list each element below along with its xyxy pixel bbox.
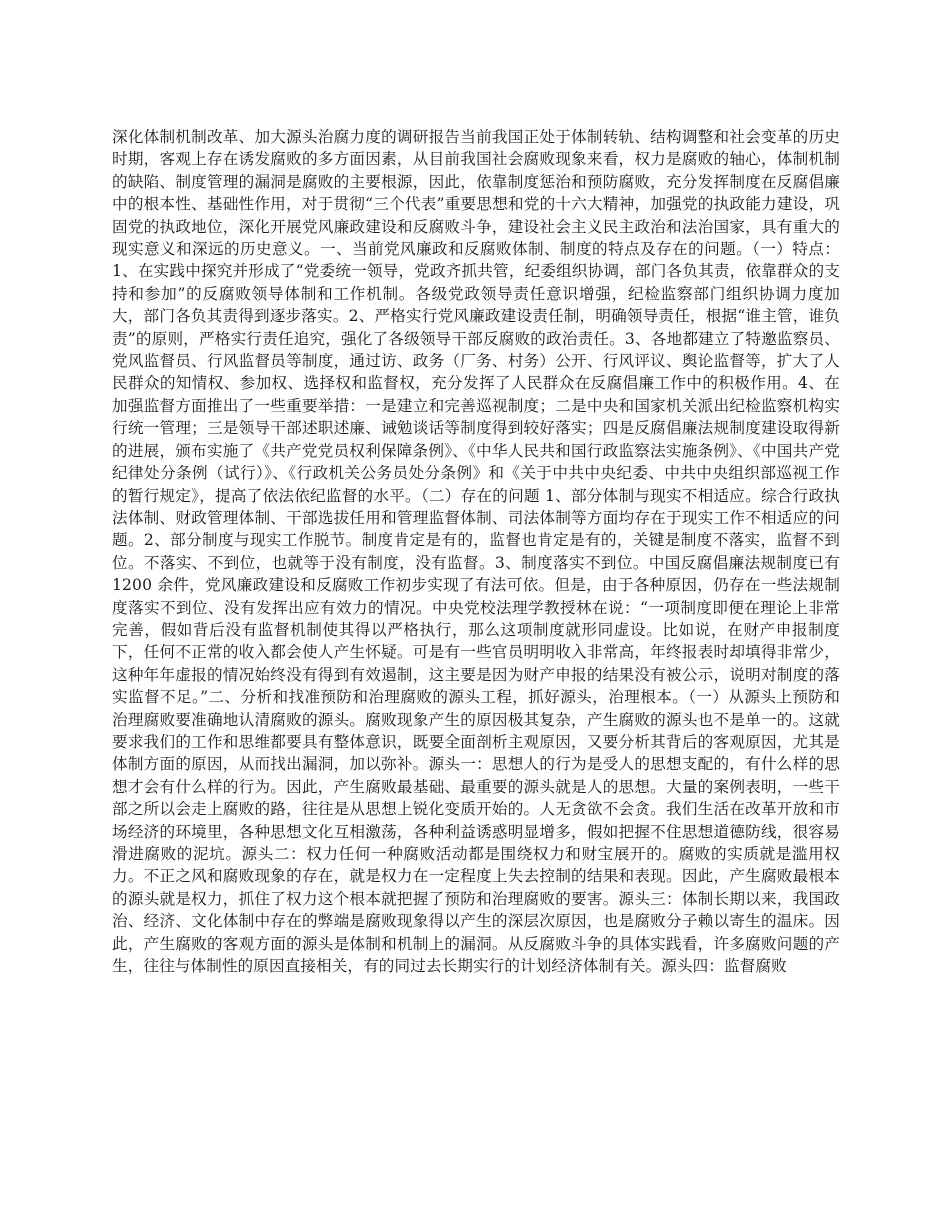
body-paragraph: 深化体制机制改革、加大源头治腐力度的调研报告当前我国正处于体制转轨、结构调整和社会变革的历史时期，客观上存在诱发腐败的多方面因素，从目前我国社会腐败现象来看，权力是腐败的轴心，体制机制的缺陷、制度管理的漏洞是腐败的主要根源，因此，依靠制度惩治和预防腐败，充分发挥制度在反腐倡廉中的根本性、基础性作用，对于贯彻“三个代表”重要思想和党的十六大精神，加强党的执政能力建设，巩固党的执政地位，深化开展党风廉政建设和反腐败斗争，建设社会主义民主政治和法治国家，具有重大的现实意义和深远的历史意义。一、当前党风廉政和反腐败体制、制度的特点及存在的问题。（一）特点：1、在实践中探究并形成了“党委统一领导，党政齐抓共管，纪委组织协调，部门各负其责，依靠群众的支持和参加”的反腐败领导体制和工作机制。各级党政领导责任意识增强，纪检监察部门组织协调力度加大，部门各负其责得到逐步落实。2、严格实行党风廉政建设责任制，明确领导责任，根据“谁主管，谁负责”的原则，严格实行责任追究，强化了各级领导干部反腐败的政治责任。3、各地都建立了特邀监察员、党风监督员、行风监督员等制度，通过访、政务（厂务、村务）公开、行风评议、舆论监督等，扩大了人民群众的知情权、参加权、选择权和监督权，充分发挥了人民群众在反腐倡廉工作中的积极作用。4、在加强监督方面推出了一些重要举措：一是建立和完善巡视制度；二是中央和国家机关派出纪检监察机构实行统一管理；三是领导干部述职述廉、诫勉谈话等制度得到较好落实；四是反腐倡廉法规制度建设取得新的进展，颁布实施了《共产党党员权利保障条例》、《中华人民共和国行政监察法实施条例》、《中国共产党纪律处分条例（试行）》、《行政机关公务员处分条例》和《关于中共中央纪委、中共中央组织部巡视工作的暂行规定》，提高了依法依纪监督的水平。（二）存在的问题 1、部分体制与现实不相适应。综合行政执法体制、财政管理体制、干部选拔任用和管理监督体制、司法体制等方面均存在于现实工作不相适应的问题。2、部分制度与现实工作脱节。制度肯定是有的，监督也肯定是有的，关键是制度不落实，监督不到位。不落实、不到位，也就等于没有制度，没有监督。3、制度落实不到位。中国反腐倡廉法规制度已有 1200 余件，党风廉政建设和反腐败工作初步实现了有法可依。但是，由于各种原因，仍存在一些法规制度落实不到位、没有发挥出应有效力的情况。中央党校法理学教授林在说：“一项制度即便在理论上非常完善，假如背后没有监督机制使其得以严格执行，那么这项制度就形同虚设。比如说，在财产申报制度下，任何不正常的收入都会使人产生怀疑。可是有一些官员明明收入非常高，年终报表时却填得非常少，这种年年虚报的情况始终没有得到有效遏制，这主要是因为财产申报的结果没有被公示，说明对制度的落实监督不足。”二、分析和找准预防和治理腐败的源头工程，抓好源头，治理根本。（一）从源头上预防和治理腐败要准确地认清腐败的源头。腐败现象产生的原因极其复杂，产生腐败的源头也不是单一的。这就要求我们的工作和思维都要具有整体意识，既要全面剖析主观原因，又要分析其背后的客观原因，尤其是体制方面的原因，从而找出漏洞，加以弥补。源头一：思想人的行为是受人的思想支配的，有什么样的思想才会有什么样的行为。因此，产生腐败最基础、最重要的源头就是人的思想。大量的案例表明，一些干部之所以会走上腐败的路，往往是从思想上锐化变质开始的。人无贪欲不会贪。我们生活在改革开放和市场经济的环境里，各种思想文化互相激荡，各种利益诱惑明显增多，假如把握不住思想道德防线，很容易滑进腐败的泥坑。源头二：权力任何一种腐败活动都是围绕权力和财宝展开的。腐败的实质就是滥用权力。不正之风和腐败现象的存在，就是权力在一定程度上失去控制的结果和表现。因此，产生腐败最根本的源头就是权力，抓住了权力这个根本就把握了预防和治理腐败的要害。源头三：体制长期以来，我国政治、经济、文化体制中存在的弊端是腐败现象得以产生的深层次原因，也是腐败分子赖以寄生的温床。因此，产生腐败的客观方面的源头是体制和机制上的漏洞。从反腐败斗争的具体实践看，许多腐败问题的产生，往往与体制性的原因直接相关，有的同过去长期实行的计划经济体制有关。源头四：监督腐败 — [112, 128, 840, 976]
